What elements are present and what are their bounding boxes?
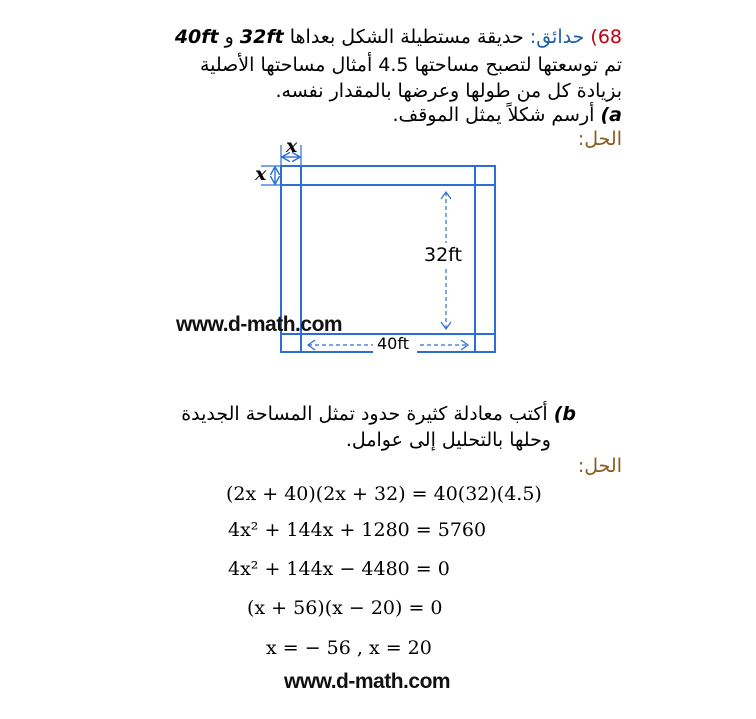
problem-text: حديقة مستطيلة الشكل بعداها — [289, 26, 524, 48]
equation-4: (x + 56)(x − 20) = 0 — [247, 597, 443, 619]
equation-2: 4x² + 144x + 1280 = 5760 — [228, 519, 487, 541]
and-word: و — [224, 26, 234, 48]
part-b-line-1 — [181, 402, 576, 426]
part-b-line-2: وحلها بالتحليل إلى عوامل. — [345, 429, 551, 451]
part-b-letter: b) — [553, 403, 576, 425]
dimension-1: 32ft — [239, 26, 284, 48]
problem-line-3: بزيادة كل من طولها وعرضها بالمقدار نفسه. — [275, 80, 622, 102]
solution-label-b: الحل: — [577, 455, 622, 477]
label-x-top: x — [286, 135, 298, 157]
problem-topic: حدائق: — [529, 26, 585, 48]
problem-number: 68) — [590, 26, 622, 48]
part-a-letter: a) — [600, 104, 622, 126]
label-height: 32ft — [424, 244, 462, 266]
equation-5: x = − 56 , x = 20 — [266, 637, 432, 659]
label-x-left: x — [255, 163, 267, 185]
watermark-bottom: www.d-math.com — [284, 670, 451, 693]
part-b-text: أكتب معادلة كثيرة حدود تمثل المساحة الجديدة — [181, 403, 548, 425]
part-a-text: أرسم شكلاً يمثل الموقف. — [392, 104, 595, 126]
equation-3: 4x² + 144x − 4480 = 0 — [228, 558, 450, 580]
equation-1: (2x + 40)(2x + 32) = 40(32)(4.5) — [226, 483, 542, 505]
problem-line-2: تم توسعتها لتصبح مساحتها 4.5 أمثال مساحتها الأصلية — [199, 54, 622, 76]
dimension-2: 40ft — [174, 26, 219, 48]
label-width: 40ft — [377, 334, 409, 353]
watermark-top: www.d-math.com — [176, 313, 343, 336]
solution-label-a: الحل: — [577, 128, 622, 150]
